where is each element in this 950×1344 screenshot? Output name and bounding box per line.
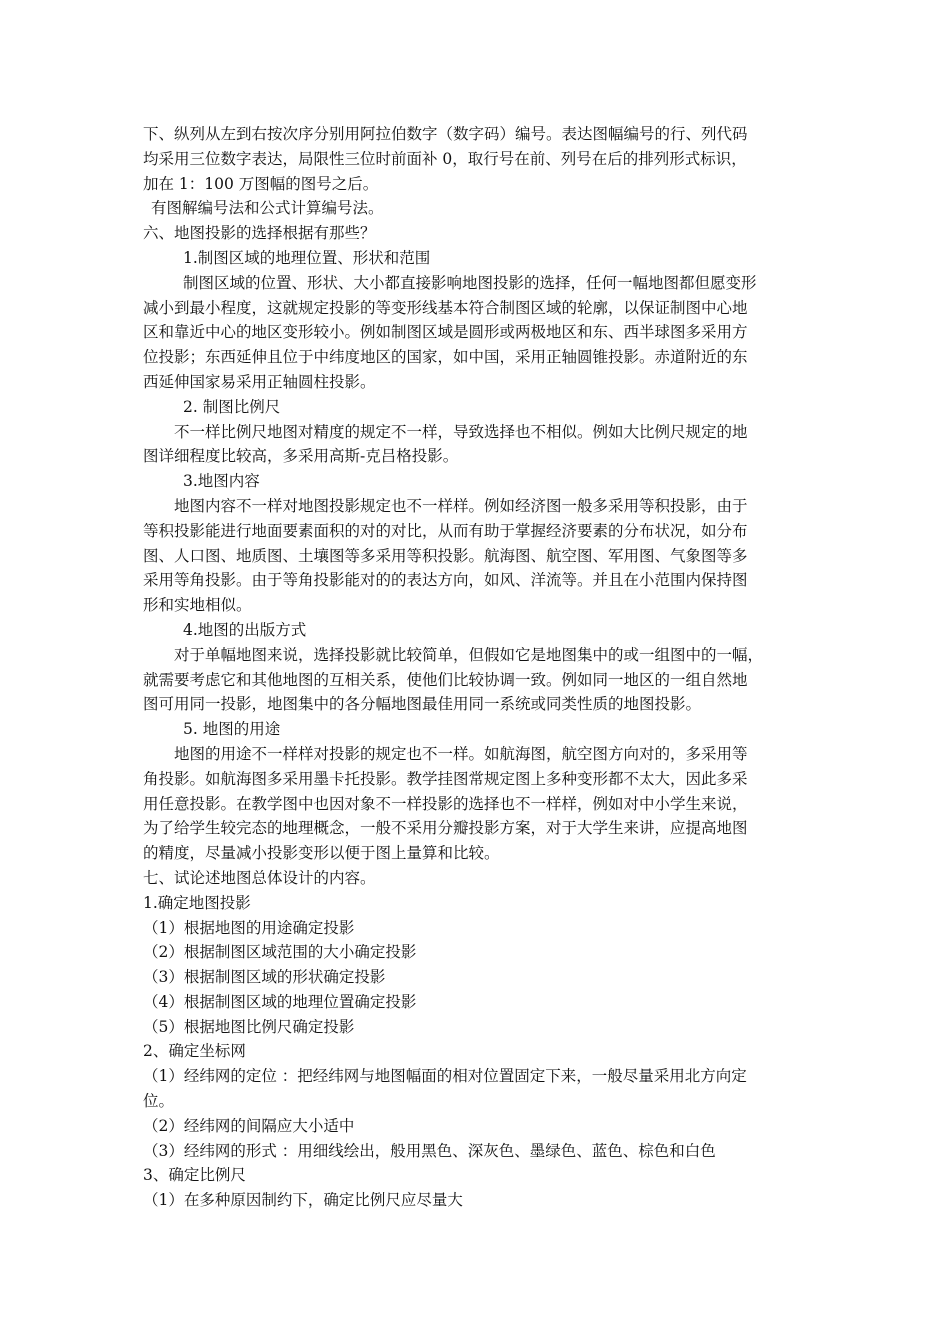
text-line: 形和实地相似。: [143, 596, 252, 615]
text-line: 图、人口图、地质图、土壤图等多采用等积投影。航海图、航空图、军用图、气象图等多: [143, 546, 748, 565]
text-line: 的精度，尽量减小投影变形以便于图上量算和比较。: [143, 844, 500, 863]
text-line: 4.地图的出版方式: [183, 620, 307, 639]
text-line: 区和靠近中心的地区变形较小。例如制图区域是圆形或两极地区和东、西半球图多采用方: [143, 323, 748, 342]
text-line: 为了给学生较完态的地理概念，一般不采用分瓣投影方案，对于大学生来讲，应提高地图: [143, 819, 748, 838]
text-line: （3）根据制图区域的形状确定投影: [143, 968, 386, 987]
text-line: （2）经纬网的间隔应大小适中: [143, 1116, 355, 1135]
text-line: 六、地图投影的选择根据有那些？: [143, 224, 376, 243]
text-line: 制图区域的位置、形状、大小都直接影响地图投影的选择，任何一幅地图都但愿变形: [183, 273, 757, 292]
text-line: 采用等角投影。由于等角投影能对的的表达方向，如风、洋流等。并且在小范围内保持图: [143, 571, 748, 590]
text-line: 地图的用途不一样样对投影的规定也不一样。如航海图，航空图方向对的，多采用等: [174, 744, 748, 763]
text-line: 等积投影能进行地面要素面积的对的对比，从而有助于掌握经济要素的分布状况，如分布: [143, 521, 748, 540]
text-line: 3.地图内容: [183, 472, 260, 491]
text-line: （2）根据制图区域范围的大小确定投影: [143, 943, 417, 962]
text-line: 5. 地图的用途: [183, 720, 281, 739]
text-line: 地图内容不一样对地图投影规定也不一样样。例如经济图一般多采用等积投影，由于: [174, 496, 748, 515]
text-line: 减小到最小程度，这就规定投影的等变形线基本符合制图区域的轮廓，以保证制图中心地: [143, 298, 748, 317]
text-line: 2. 制图比例尺: [183, 397, 281, 416]
text-line: 1.确定地图投影: [143, 893, 251, 912]
text-line: （1）经纬网的定位 ：把经纬网与地图幅面的相对位置固定下来，一般尽量采用北方向定: [143, 1067, 747, 1086]
text-line: 加在 1：100 万图幅的图号之后。: [143, 174, 379, 193]
document-body: [143, 122, 815, 1213]
text-line: （5）根据地图比例尺确定投影: [143, 1017, 355, 1036]
text-line: 1.制图区域的地理位置、形状和范围: [183, 248, 431, 267]
text-line: 2、确定坐标网: [143, 1042, 246, 1061]
text-line: 西延伸国家易采用正轴圆柱投影。: [143, 372, 376, 391]
text-line: 图可用同一投影，地图集中的各分幅地图最佳用同一系统或同类性质的地图投影。: [143, 695, 702, 714]
text-line: （1）根据地图的用途确定投影: [143, 918, 355, 937]
text-line: 位。: [143, 1092, 175, 1111]
text-line: 就需要考虑它和其他地图的互相关系，使他们比较协调一致。例如同一地区的一组自然地: [143, 670, 748, 689]
text-line: 不一样比例尺地图对精度的规定不一样，导致选择也不相似。例如大比例尺规定的地: [174, 422, 748, 441]
text-line: 图详细程度比较高，多采用高斯-克吕格投影。: [143, 447, 459, 466]
text-line: 位投影；东西延伸且位于中纬度地区的国家，如中国，采用正轴圆锥投影。赤道附近的东: [143, 348, 748, 367]
text-line: 有图解编号法和公式计算编号法。: [151, 199, 384, 218]
text-line: （4）根据制图区域的地理位置确定投影: [143, 992, 417, 1011]
text-line: 七、试论述地图总体设计的内容。: [143, 868, 376, 887]
text-line: （3）经纬网的形式 ：用细线绘出，般用黑色、深灰色、墨绿色、蓝色、棕色和白色: [143, 1141, 716, 1160]
text-line: 3、确定比例尺: [143, 1166, 246, 1185]
text-line: 均采用三位数字表达，局限性三位时前面补 0，取行号在前、列号在后的排列形式标识，: [143, 149, 747, 168]
text-line: 下、纵列从左到右按次序分别用阿拉伯数字（数字码）编号。表达图幅编号的行、列代码: [143, 125, 748, 143]
text-line: （1）在多种原因制约下，确定比例尺应尽量大: [143, 1191, 463, 1210]
text-line: 角投影。如航海图多采用墨卡托投影。教学挂图常规定图上多种变形都不太大，因此多采: [143, 769, 748, 788]
text-line: 用任意投影。在教学图中也因对象不一样投影的选择也不一样样，例如对中小学生来说，: [143, 794, 748, 813]
text-line: 对于单幅地图来说，选择投影就比较简单，但假如它是地图集中的或一组图中的一幅，: [174, 645, 764, 664]
